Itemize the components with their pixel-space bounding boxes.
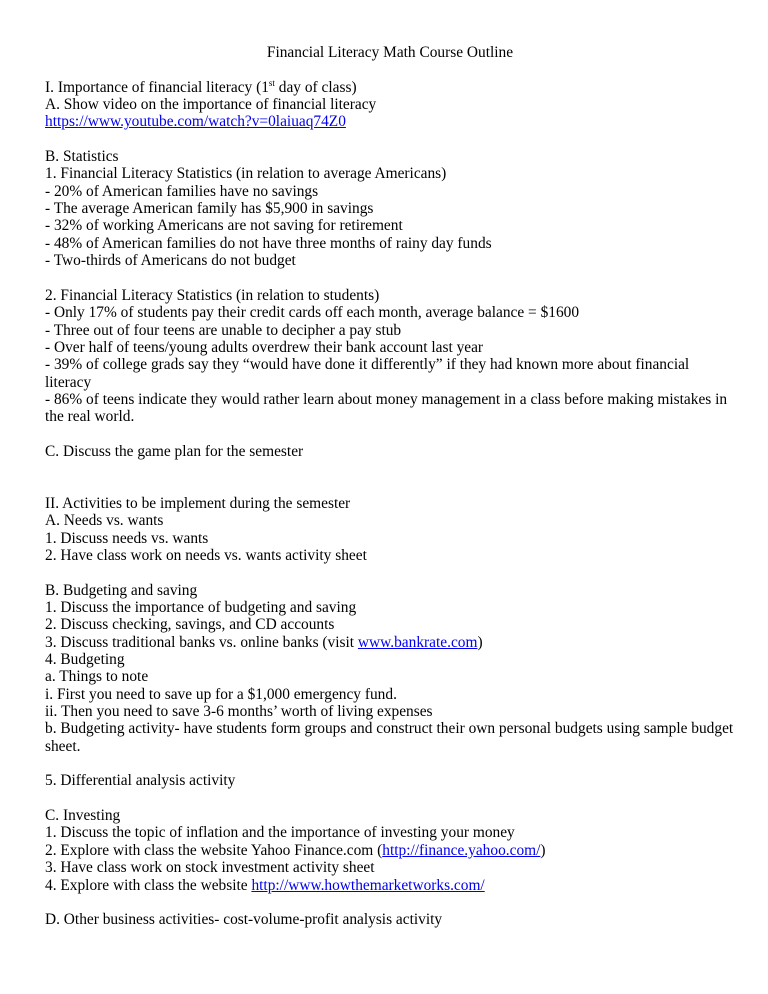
stat-item: - The average American family has $5,900 in savings bbox=[45, 200, 374, 218]
item-investing: C. Investing bbox=[45, 807, 121, 825]
document-title: Financial Literacy Math Course Outline bbox=[266, 44, 514, 61]
list-item-text: 2. Explore with class the website Yahoo Finance.com ( bbox=[45, 841, 383, 859]
list-item-continued: sheet. bbox=[45, 737, 81, 755]
stat-item: - Only 17% of students pay their credit cards off each month, average balance = $1600 bbox=[45, 304, 580, 322]
item-game-plan: C. Discuss the game plan for the semester bbox=[45, 442, 304, 460]
document-page bbox=[45, 44, 735, 929]
list-item: ii. Then you need to save 3-6 months’ worth of living expenses bbox=[45, 703, 433, 721]
item-budgeting-saving: B. Budgeting and saving bbox=[45, 581, 198, 599]
list-item: 2. Discuss checking, savings, and CD accounts bbox=[45, 616, 335, 634]
list-item: 1. Discuss the importance of budgeting and saving bbox=[45, 599, 357, 616]
stat-item: - 20% of American families have no savings bbox=[45, 182, 319, 200]
section-i-heading bbox=[45, 79, 735, 96]
heading-text-end: day of class) bbox=[274, 78, 357, 96]
list-item: 1. Discuss the topic of inflation and the importance of investing your money bbox=[45, 824, 515, 842]
stat-item: - Over half of teens/young adults overdrew their bank account last year bbox=[45, 338, 484, 356]
stat-item: - 48% of American families do not have three months of rainy day funds bbox=[45, 234, 492, 252]
stat-item: - 32% of working Americans are not saving for retirement bbox=[45, 217, 403, 235]
list-item: 1. Discuss needs vs. wants bbox=[45, 529, 209, 547]
list-item: 4. Budgeting bbox=[45, 651, 125, 669]
list-item-text: 4. Explore with class the website bbox=[45, 876, 252, 894]
list-item: 3. Have class work on stock investment activity sheet bbox=[45, 859, 375, 877]
stat-item: - Two-thirds of Americans do not budget bbox=[45, 252, 296, 270]
list-item: a. Things to note bbox=[45, 668, 149, 686]
stat-item: - 86% of teens indicate they would rather learn about money management in a class before making mistakes in bbox=[45, 390, 728, 408]
item-needs-wants: A. Needs vs. wants bbox=[45, 512, 164, 530]
list-item-text-end: ) bbox=[477, 633, 483, 651]
item-other-business: D. Other business activities- cost-volume-profit analysis activity bbox=[45, 911, 443, 929]
youtube-video-link[interactable]: https://www.youtube.com/watch?v=0laiuaq74Z0 bbox=[45, 113, 346, 131]
yahoo-finance-link[interactable]: http://finance.yahoo.com/ bbox=[382, 841, 541, 859]
list-item: 5. Differential analysis activity bbox=[45, 772, 236, 790]
ordinal-suffix: st bbox=[268, 77, 275, 88]
heading-text: I. Importance of financial literacy (1 bbox=[45, 78, 269, 96]
stat-item: - Three out of four teens are unable to decipher a pay stub bbox=[45, 321, 402, 339]
list-item-howthemarketworks bbox=[45, 877, 735, 894]
stats-americans-heading: 1. Financial Literacy Statistics (in relation to average Americans) bbox=[45, 165, 447, 183]
list-item-text: 3. Discuss traditional banks vs. online banks (visit bbox=[45, 633, 358, 651]
list-item: 2. Have class work on needs vs. wants activity sheet bbox=[45, 546, 367, 564]
stats-students-heading: 2. Financial Literacy Statistics (in relation to students) bbox=[45, 286, 380, 304]
list-item: i. First you need to save up for a $1,000 emergency fund. bbox=[45, 685, 397, 703]
bankrate-link[interactable]: www.bankrate.com bbox=[357, 633, 478, 651]
stat-item-continued: literacy bbox=[45, 373, 92, 391]
section-ii-heading: II. Activities to be implement during the semester bbox=[45, 494, 351, 512]
stat-item-continued: the real world. bbox=[45, 408, 135, 426]
stat-item: - 39% of college grads say they “would have done it differently” if they had known more about financial bbox=[45, 356, 690, 374]
list-item-text-end: ) bbox=[540, 841, 546, 859]
howthemarketworks-link[interactable]: http://www.howthemarketworks.com/ bbox=[251, 876, 485, 894]
list-item-banks bbox=[45, 634, 735, 651]
list-item: b. Budgeting activity- have students form groups and construct their own personal budgets using sample budget bbox=[45, 720, 734, 738]
list-item-yahoo bbox=[45, 842, 735, 859]
item-statistics: B. Statistics bbox=[45, 148, 119, 166]
item-show-video: A. Show video on the importance of financial literacy bbox=[45, 96, 377, 114]
